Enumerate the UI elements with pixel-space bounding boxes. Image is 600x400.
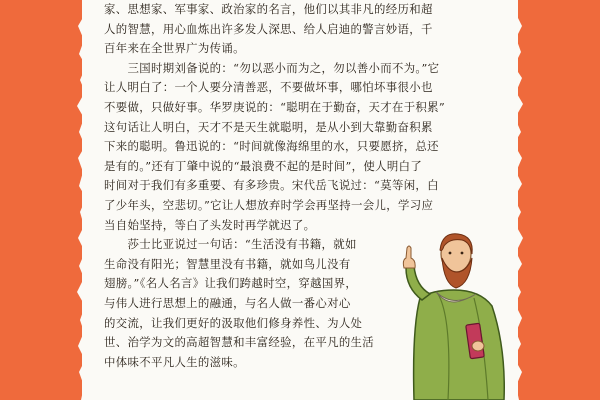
text-line: 让人明白了：一个人要分清善恶，不要做坏事，哪怕坏事很小也 — [104, 80, 433, 95]
text-line: 与伟人进行思想上的融通，与名人做一番心对心 — [104, 295, 351, 310]
text-line: 家、思想家、军事家、政治家的名言，他们以其非凡的经历和超 — [104, 2, 433, 16]
bearded-philosopher-illustration — [392, 228, 510, 400]
text-line: 人的智慧，用心血炼出许多发人深思、给人启迪的警言妙语，千 — [104, 21, 433, 36]
text-line: 是有的。”还有丁肇中说的“最浪费不起的是时间”，使人明白了 — [104, 158, 423, 173]
text-line: 下来的聪明。鲁迅说的：“时间就像海绵里的水，只要愿挤，总还 — [104, 139, 439, 154]
text-line: 翅膀。”《名人名言》让我们跨越时空，穿越国界， — [104, 276, 358, 291]
paragraph-top — [104, 0, 488, 235]
text-line: 百年来在全世界广为传诵。 — [104, 41, 245, 56]
text-line: 了少年头，空悲切。”它让人想放弃时学会再坚持一会儿，学习应 — [104, 197, 434, 212]
text-line: 世、治学为文的高超智慧和丰富经验，在平凡的生活 — [104, 335, 375, 350]
torn-edge-left — [76, 0, 90, 400]
text-line: 三国时期刘备说的：“勿以恶小而为之，勿以善小而不为。”它 — [104, 60, 440, 75]
text-line: 当自始坚持，等白了头发时再学就迟了。 — [104, 217, 316, 232]
torn-edge-right — [510, 0, 524, 400]
text-line: 不要做，只做好事。华罗庚说的：“聪明在于勤奋，天才在于积累” — [104, 99, 446, 114]
text-line: 这句话让人明白，天才不是天生就聪明，是从小到大靠勤奋积累 — [104, 119, 433, 134]
text-line: 中体味不平凡人生的滋味。 — [104, 354, 245, 369]
text-line: 莎士比亚说过一句话：“生活没有书籍，就如 — [104, 237, 357, 252]
text-line: 时间对于我们有多重要、有多珍贵。宋代岳飞说过：“莫等闲，白 — [104, 178, 439, 193]
text-line: 的交流，让我们更好的汲取他们修身养性、为人处 — [104, 315, 363, 330]
text-line: 生命没有阳光；智慧里没有书籍，就如鸟儿没有 — [104, 256, 351, 271]
